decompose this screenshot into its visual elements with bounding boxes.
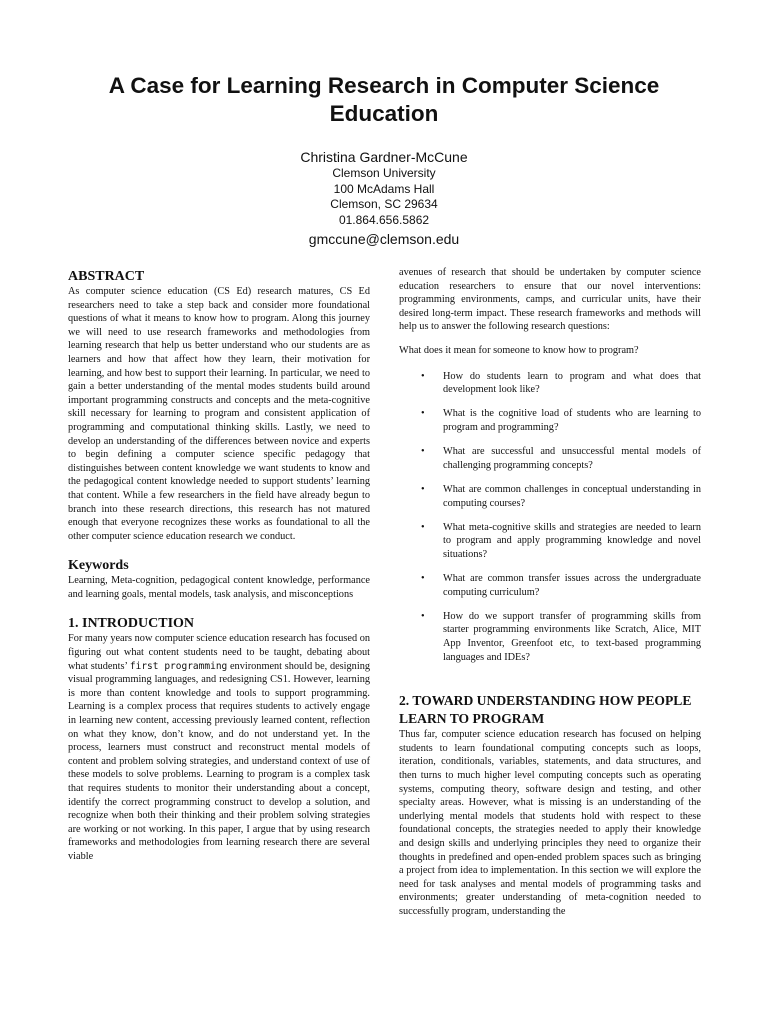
section-2-text: Thus far, computer science education research has focused on helping students to learn foundational computing concepts such as loops, iteration, conditionals, variables, statements, and data structures, and then turns to much higher level computing concepts such as operating systems, computing theory, software design and testing, and other specialty areas. However, what is missing is an understanding of the underlying mental models that students hold with respect to these foundational concepts, the strategies needed to apply their knowledge and design skills and underlying principles they need to organize their thoughts in predefined and open-ended problem spaces such as bringing a project from idea to implementation. In this section we will explore the need for task analyses and mental models of programming tasks and environments; greater understanding of meta-cognition needed to successfully program, understanding the xyxy=(399,729,701,917)
bullet-icon: • xyxy=(421,573,425,585)
left-column xyxy=(68,268,370,864)
research-question-text: How do students learn to program and what does that development look like? xyxy=(443,370,701,396)
handwritten-phrase: first programming xyxy=(129,660,228,672)
research-question-lead: What does it mean for someone to know how to program? xyxy=(399,344,639,356)
introduction-heading: 1. INTRODUCTION xyxy=(68,616,195,632)
bullet-icon: • xyxy=(421,408,425,420)
research-question-item xyxy=(399,572,701,599)
author-phone: 01.864.656.5862 xyxy=(338,212,430,227)
abstract-heading: ABSTRACT xyxy=(68,269,145,284)
research-question-item xyxy=(399,521,701,562)
research-question-text: What are successful and unsuccessful mental models of challenging programming concepts? xyxy=(443,446,701,471)
research-question-item xyxy=(399,483,701,510)
bullet-icon: • xyxy=(421,483,425,495)
research-question-text: How do we support transfer of programming skills from starter programming environments like Scratch, Alice, MIT App Inventor, Greenfoot etc, to text-based programming languages and IDEs? xyxy=(443,610,701,663)
research-question-text: What are common challenges in conceptual understanding in computing courses? xyxy=(443,483,701,509)
author-address-line-2: Clemson, SC 29634 xyxy=(330,197,438,211)
bullet-icon: • xyxy=(421,446,425,458)
paper-title: A Case for Learning Research in Computer Science Education xyxy=(108,73,660,126)
introduction-text-part-1: For many years now computer science education research has focused on figuring out what content students need to be taught, debating about what students’ xyxy=(68,633,370,672)
author-affiliation: Clemson University xyxy=(332,166,436,180)
research-question-item xyxy=(399,445,701,472)
bullet-icon: • xyxy=(421,521,425,533)
keywords-heading: Keywords xyxy=(68,558,129,574)
research-question-text: What meta-cognitive skills and strategies are needed to learn to program and apply programming knowledge and novel situations? xyxy=(443,521,701,560)
author-block xyxy=(184,148,584,249)
keywords-text: Learning, Meta-cognition, pedagogical content knowledge, performance and learning goals, mental models, task analysis, and misconceptions xyxy=(68,575,370,600)
research-question-text: What are common transfer issues across the undergraduate computing curriculum? xyxy=(443,573,701,598)
section-2-heading: 2. TOWARD UNDERSTANDING HOW PEOPLE LEARN TO PROGRAM xyxy=(399,693,692,727)
introduction-text-part-2: environment should be, designing visual programming languages, and redesigning CS1. However, learning is more than content knowledge and tools to support programming. Learning is a complex process that requires students to actively engage in learning new content, accessing previously learned content, reflection on what they know, don’t know, and do not understand yet. In the process, learners must construct and reconstruct mental models of content and problem solving strategies, and understand context of use of these models to solve problems. Learning to program is a complex task that requires students to monitor their understanding about a concept, identify the correct programming construct to develop a solution, and recognize when both their thinking and their problem solving strategies are working or not working. In this paper, I argue that by using research frameworks and methodologies from learning research there are several viable xyxy=(68,660,370,862)
research-question-item xyxy=(399,407,701,434)
right-column xyxy=(399,266,701,919)
research-questions-list xyxy=(399,370,701,665)
introduction-text xyxy=(68,632,370,863)
research-question-text: What is the cognitive load of students who are learning to program and programming? xyxy=(443,408,701,433)
bullet-icon: • xyxy=(421,610,425,622)
research-question-item xyxy=(399,370,701,397)
author-name: Christina Gardner-McCune xyxy=(300,149,468,165)
abstract-text: As computer science education (CS Ed) research matures, CS Ed researchers need to take a step back and consider more foundational questions of what it means to know how to program. Along this journey we will need to use research frameworks and methodologies from learning research that help us better understand who our students are as learners and how that affect how they learn, their motivation for learning, and how best to support their learning. In particular, we need to gain a better understanding of the mental modes students build around important programming constructs and concepts and the meta-cognitive skill necessary for learning to program and consistent application of programming and computational thinking skills. Lastly, we need to develop an understanding of the differences between novice and experts to begin defining a computer science specific pedagogy that distinguishes between content knowledge we want students to know and the pedagogical content knowledge needed to support students’ learning that content. While a few researchers in the field have already begun to branch into these research directions, this research has not matured enough that everyone recognizes these works as foundational to all the other computer science education research we conduct. xyxy=(68,286,370,542)
research-avenues-text: avenues of research that should be undertaken by computer science education researchers to ensure that our novel interventions: programming environments, camps, and curricular units, have their desired long-term impact. These research frameworks and methods will help us to answer the following research questions: xyxy=(399,267,701,333)
bullet-icon: • xyxy=(421,370,425,382)
research-question-item xyxy=(399,610,701,664)
author-address-line-1: 100 McAdams Hall xyxy=(333,181,435,196)
author-email[interactable]: gmccune@clemson.edu xyxy=(308,231,460,247)
